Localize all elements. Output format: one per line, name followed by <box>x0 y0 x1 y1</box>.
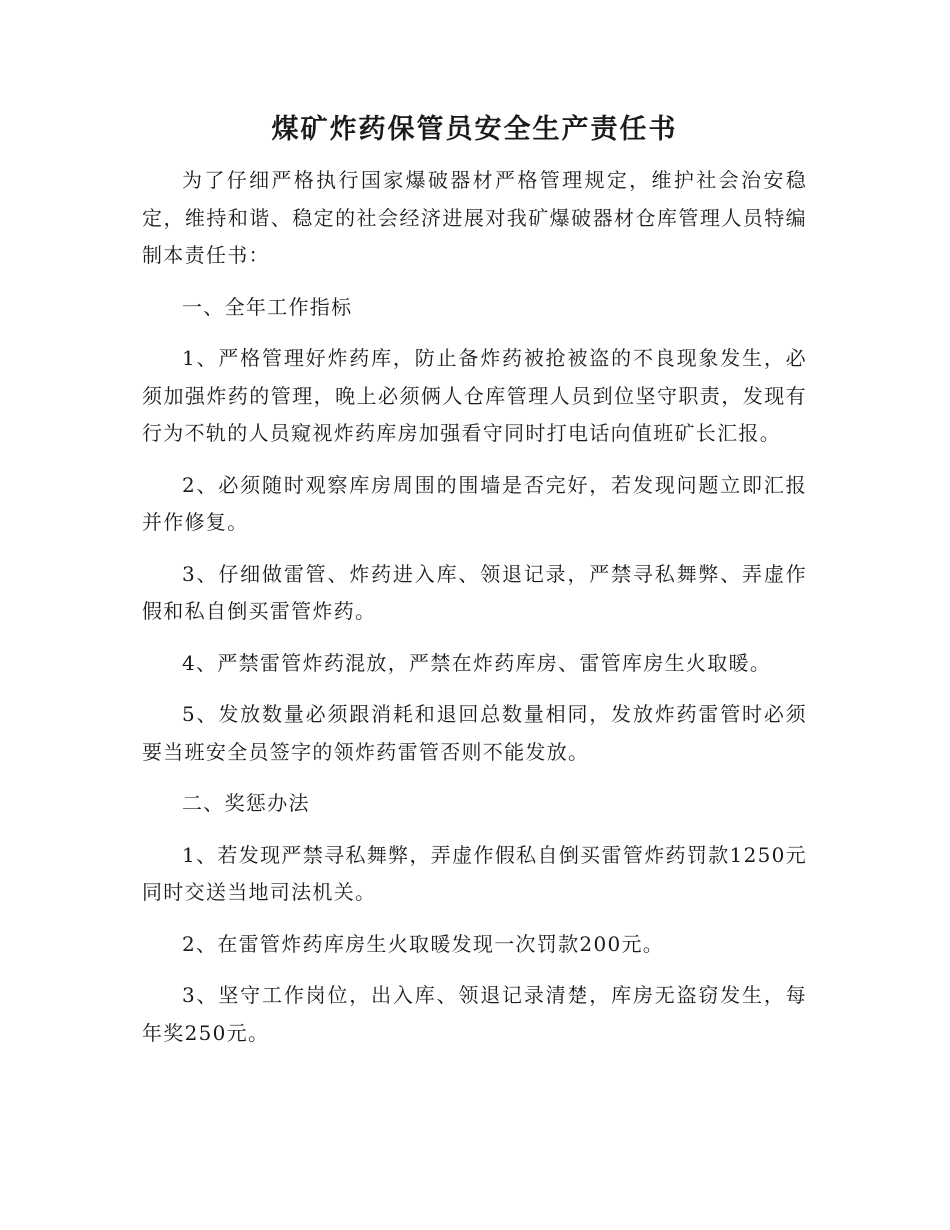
target-item-4: 4、严禁雷管炸药混放，严禁在炸药库房、雷管库房生火取暖。 <box>182 650 772 675</box>
target-item-2: 2、必须随时观察库房周围的围墙是否完好，若发现问题立即汇报并作修复。 <box>142 472 807 534</box>
reward-item-2: 2、在雷管炸药库房生火取暖发现一次罚款200元。 <box>182 931 665 956</box>
reward-item-3: 3、坚守工作岗位，出入库、领退记录清楚，库房无盗窃发生，每年奖250元。 <box>142 983 807 1045</box>
reward-item-1: 1、若发现严禁寻私舞弊，弄虚作假私自倒买雷管炸药罚款1250元同时交送当地司法机关。 <box>142 842 807 904</box>
section-heading-targets: 一、全年工作指标 <box>182 294 353 319</box>
target-item-1: 1、严格管理好炸药库，防止备炸药被抢被盗的不良现象发生，必须加强炸药的管理，晚上必须俩人仓库管理人员到位坚守职责，发现有行为不轨的人员窥视炸药库房加强看守同时打电话向值班矿长汇报。 <box>142 346 807 445</box>
section-heading-rewards: 二、奖惩办法 <box>182 791 310 815</box>
document-title: 煤矿炸药保管员安全生产责任书 <box>271 114 678 145</box>
target-item-3: 3、仔细做雷管、炸药进入库、领退记录，严禁寻私舞弊、弄虚作假和私自倒买雷管炸药。 <box>142 561 807 623</box>
document-page <box>142 108 807 1066</box>
intro-paragraph: 为了仔细严格执行国家爆破器材严格管理规定，维护社会治安稳定，维持和谐、稳定的社会经济进展对我矿爆破器材仓库管理人员特编制本责任书： <box>142 168 807 267</box>
target-item-5: 5、发放数量必须跟消耗和退回总数量相同，发放炸药雷管时必须要当班安全员签字的领炸药雷管否则不能发放。 <box>142 702 807 764</box>
